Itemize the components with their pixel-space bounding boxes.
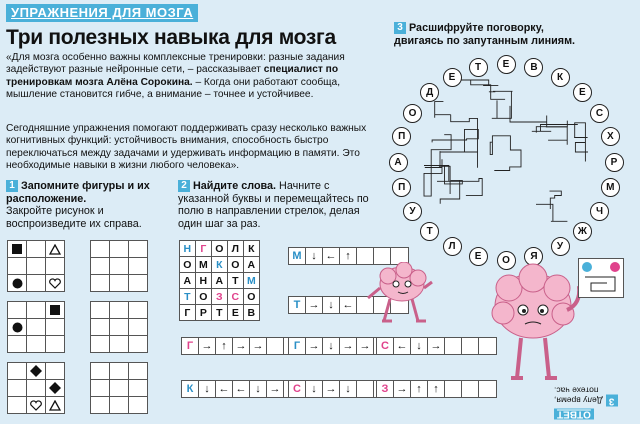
- arrow-cell: ←: [394, 338, 411, 354]
- maze-line: [536, 191, 567, 221]
- word-grid-cell: М: [244, 273, 260, 289]
- maze-letter-circle: Д: [420, 83, 439, 102]
- brain-character-large: [475, 258, 595, 398]
- word-grid-cell: О: [244, 289, 260, 305]
- answer-block: [554, 385, 634, 424]
- grid-cell[interactable]: [91, 397, 110, 414]
- arrow-cell: →: [306, 338, 323, 354]
- brain-character-small: [360, 262, 440, 342]
- maze-letter-circle: Ч: [590, 202, 609, 221]
- section1-heading: [6, 180, 166, 230]
- grid-cell[interactable]: [110, 380, 129, 397]
- grid-cell[interactable]: [129, 258, 148, 275]
- arrow-cell: →: [357, 338, 374, 354]
- grid-cell: [46, 302, 65, 319]
- answer-saying: Делу время, потехе час.: [554, 385, 603, 406]
- maze-letter-circle: С: [590, 104, 609, 123]
- square-icon: [12, 244, 22, 254]
- grid-cell[interactable]: [91, 380, 110, 397]
- intro-text-b: – Когда они работают сообща, мышление становится гибче, а внимание – точнее и устойчивее.: [6, 76, 341, 100]
- word-grid-cell: А: [180, 273, 196, 289]
- answer-text: [554, 385, 634, 407]
- intro-paragraph-2: Сегодняшние упражнения помогают поддерживать сразу несколько важных когнитивных функций: устойчивость внимания, способность быстро переключаться между задачами и удерживать информацию в памяти. Это необходимые навыки в жизни любого человека».: [6, 123, 367, 171]
- maze-letter-circle: У: [551, 237, 570, 256]
- grid-cell: [27, 319, 46, 336]
- grid-cell: [27, 258, 46, 275]
- grid-cell[interactable]: [91, 258, 110, 275]
- arrow-cell: ↑: [411, 381, 428, 397]
- grid-cell[interactable]: [129, 319, 148, 336]
- maze-line: [439, 166, 462, 204]
- grid-cell: [27, 380, 46, 397]
- grid-cell: [27, 397, 46, 414]
- section2-heading: [178, 180, 378, 230]
- answer-label: ОТВЕТ: [554, 409, 594, 420]
- arrow-row-start-letter: С: [377, 338, 394, 354]
- maze-line: [435, 102, 478, 168]
- maze-letter-circle: К: [551, 68, 570, 87]
- maze-letter-circle: Л: [443, 237, 462, 256]
- maze-letter-circle: Е: [443, 68, 462, 87]
- word-search-grid: [179, 240, 260, 321]
- arrow-cell: ↑: [216, 338, 233, 354]
- section2-number: 2: [178, 180, 190, 192]
- maze-letter-circle: Ж: [573, 222, 592, 241]
- word-grid-cell: Н: [180, 241, 196, 257]
- grid-cell[interactable]: [91, 336, 110, 353]
- arrow-row-start-letter: Г: [182, 338, 199, 354]
- word-grid-cell: К: [212, 257, 228, 273]
- grid-cell: [8, 397, 27, 414]
- grid-cell[interactable]: [110, 258, 129, 275]
- grid-cell: [46, 380, 65, 397]
- grid-cell[interactable]: [129, 336, 148, 353]
- shape-grid-original: [7, 301, 65, 353]
- intro-paragraph: [6, 52, 370, 101]
- shape-grid-answer[interactable]: [90, 301, 148, 353]
- grid-cell[interactable]: [110, 336, 129, 353]
- section1-title: Запомните фигуры и их расположение.: [6, 180, 150, 205]
- grid-cell: [27, 275, 46, 292]
- arrow-row-start-letter: К: [182, 381, 199, 397]
- grid-cell[interactable]: [91, 319, 110, 336]
- arrow-cell: ↓: [323, 338, 340, 354]
- arrow-cell: ←: [233, 381, 250, 397]
- mini-maze-icon: [579, 259, 623, 297]
- grid-cell: [8, 319, 27, 336]
- word-grid-cell: Т: [212, 305, 228, 321]
- shape-grid-original: [7, 362, 65, 414]
- maze-letter-circle: П: [392, 178, 411, 197]
- maze-letter-circle: У: [403, 202, 422, 221]
- arrow-row-start-letter: М: [289, 248, 306, 264]
- circle-icon: [12, 278, 23, 289]
- section3-number: 3: [394, 22, 406, 34]
- word-grid-cell: О: [196, 289, 212, 305]
- grid-cell[interactable]: [129, 241, 148, 258]
- maze-letter-circle: Т: [469, 58, 488, 77]
- shape-grid-original: [7, 240, 65, 292]
- maze-letter-circle: Х: [601, 127, 620, 146]
- maze-line: [510, 106, 567, 145]
- grid-cell: [46, 241, 65, 258]
- maze-letter-circle: Я: [524, 247, 543, 266]
- maze-letter-circle: Т: [420, 222, 439, 241]
- section3-title: Расшифруйте поговорку, двигаясь по запутанным линиям.: [394, 22, 576, 47]
- word-grid-cell: Т: [228, 273, 244, 289]
- word-grid-cell: З: [212, 289, 228, 305]
- grid-cell: [27, 336, 46, 353]
- maze-line: [489, 91, 513, 118]
- word-grid-cell: С: [228, 289, 244, 305]
- word-grid-cell: О: [228, 257, 244, 273]
- maze-letter-circle: П: [392, 127, 411, 146]
- rubric-header: УПРАЖНЕНИЯ ДЛЯ МОЗГА: [6, 4, 198, 22]
- grid-cell: [8, 363, 27, 380]
- word-grid-cell: О: [212, 241, 228, 257]
- grid-cell: [8, 241, 27, 258]
- arrow-cell: →: [323, 381, 340, 397]
- maze-letter-circle: Е: [469, 247, 488, 266]
- word-grid-cell: Н: [196, 273, 212, 289]
- word-grid-cell: О: [180, 257, 196, 273]
- circle-icon: [12, 322, 23, 333]
- arrow-cell: →: [306, 297, 323, 313]
- maze-letter-circle: В: [524, 58, 543, 77]
- arrow-cell: →: [267, 381, 284, 397]
- grid-cell[interactable]: [129, 363, 148, 380]
- answer-cell[interactable]: [357, 381, 374, 397]
- maze-line: [490, 136, 521, 171]
- grid-cell: [8, 258, 27, 275]
- mini-puzzle-card: [578, 258, 624, 298]
- arrow-row-start-letter: З: [377, 381, 394, 397]
- arrow-cell: →: [250, 338, 267, 354]
- arrow-cell: ↓: [199, 381, 216, 397]
- grid-cell[interactable]: [110, 397, 129, 414]
- grid-cell[interactable]: [110, 275, 129, 292]
- grid-cell[interactable]: [110, 363, 129, 380]
- grid-cell[interactable]: [91, 302, 110, 319]
- section3-heading: [394, 22, 594, 47]
- answer-cell[interactable]: [267, 338, 284, 354]
- grid-cell[interactable]: [110, 302, 129, 319]
- triangle-icon: [49, 400, 61, 411]
- grid-cell: [46, 258, 65, 275]
- arrow-cell: →: [428, 338, 445, 354]
- grid-cell: [8, 275, 27, 292]
- grid-cell: [27, 363, 46, 380]
- square-icon: [50, 305, 60, 315]
- maze-line: [574, 123, 588, 162]
- grid-cell: [46, 336, 65, 353]
- grid-cell[interactable]: [129, 302, 148, 319]
- grid-cell[interactable]: [129, 275, 148, 292]
- section1-number: 1: [6, 180, 18, 192]
- arrow-row-start-letter: Г: [289, 338, 306, 354]
- word-grid-cell: М: [196, 257, 212, 273]
- word-grid-cell: В: [244, 305, 260, 321]
- word-grid-cell: А: [212, 273, 228, 289]
- word-grid-cell: Е: [228, 305, 244, 321]
- intro-expert: специалист по тренировкам мозга Алёна Сорокина.: [6, 64, 339, 88]
- grid-cell: [46, 397, 65, 414]
- diamond-icon: [30, 365, 42, 377]
- word-grid-cell: Т: [180, 289, 196, 305]
- shape-grid-answer[interactable]: [90, 240, 148, 292]
- grid-cell: [8, 380, 27, 397]
- grid-cell[interactable]: [91, 241, 110, 258]
- grid-cell[interactable]: [129, 380, 148, 397]
- arrow-cell: ←: [323, 248, 340, 264]
- word-grid-cell: Р: [196, 305, 212, 321]
- maze-letter-circle: Е: [573, 83, 592, 102]
- answer-cell[interactable]: [445, 338, 462, 354]
- arrow-cell: ↑: [428, 381, 445, 397]
- diamond-icon: [49, 382, 61, 394]
- arrow-cell: ←: [340, 297, 357, 313]
- heart-icon: [30, 400, 42, 411]
- shape-grid-answer[interactable]: [90, 362, 148, 414]
- grid-cell: [27, 302, 46, 319]
- maze-line: [432, 129, 478, 165]
- maze-letter-circle: М: [601, 178, 620, 197]
- word-grid-cell: А: [244, 257, 260, 273]
- arrow-row-start-letter: Т: [289, 297, 306, 313]
- grid-cell: [27, 241, 46, 258]
- grid-cell[interactable]: [129, 397, 148, 414]
- grid-cell[interactable]: [91, 363, 110, 380]
- grid-cell: [46, 363, 65, 380]
- heart-icon: [49, 278, 61, 289]
- arrow-cell: ↓: [306, 248, 323, 264]
- arrow-cell: →: [394, 381, 411, 397]
- arrow-cell: ↓: [306, 381, 323, 397]
- arrow-cell: ↓: [340, 381, 357, 397]
- arrow-cell: ↓: [250, 381, 267, 397]
- grid-cell[interactable]: [110, 319, 129, 336]
- maze-letter-circle: А: [389, 153, 408, 172]
- arrow-cell: ↓: [323, 297, 340, 313]
- section2-text: Начните с указанной буквы и перемещайтесь по полю в направлении стрелок, делая один шаг за раз.: [178, 180, 369, 230]
- word-grid-cell: Л: [228, 241, 244, 257]
- arrow-row-start-letter: С: [289, 381, 306, 397]
- maze-letter-circle: О: [403, 104, 422, 123]
- section1-text: Закройте рисунок и воспроизведите их справа.: [6, 205, 142, 230]
- triangle-icon: [49, 244, 61, 255]
- grid-cell: [8, 302, 27, 319]
- arrow-cell: →: [233, 338, 250, 354]
- grid-cell: [46, 275, 65, 292]
- answer-cell[interactable]: [445, 381, 462, 397]
- section2-title: Найдите слова.: [193, 180, 277, 192]
- page-title: Три полезных навыка для мозга: [6, 26, 336, 49]
- word-grid-cell: Г: [180, 305, 196, 321]
- grid-cell: [46, 319, 65, 336]
- arrow-cell: →: [199, 338, 216, 354]
- word-grid-cell: Г: [196, 241, 212, 257]
- grid-cell[interactable]: [110, 241, 129, 258]
- arrow-cell: ←: [216, 381, 233, 397]
- maze-letter-circle: Р: [605, 153, 624, 172]
- grid-cell: [8, 336, 27, 353]
- answer-number: 3: [606, 395, 618, 407]
- arrow-cell: ↑: [340, 248, 357, 264]
- arrow-cell: →: [340, 338, 357, 354]
- grid-cell[interactable]: [91, 275, 110, 292]
- intro-text-a: «Для мозга особенно важны комплексные тренировки: разные задания задействуют разные нейронные сети, – рассказывает: [6, 52, 345, 76]
- maze-letter-circle: Е: [497, 55, 516, 74]
- maze-letter-circle: О: [497, 251, 516, 270]
- arrow-cell: ↓: [411, 338, 428, 354]
- word-grid-cell: К: [244, 241, 260, 257]
